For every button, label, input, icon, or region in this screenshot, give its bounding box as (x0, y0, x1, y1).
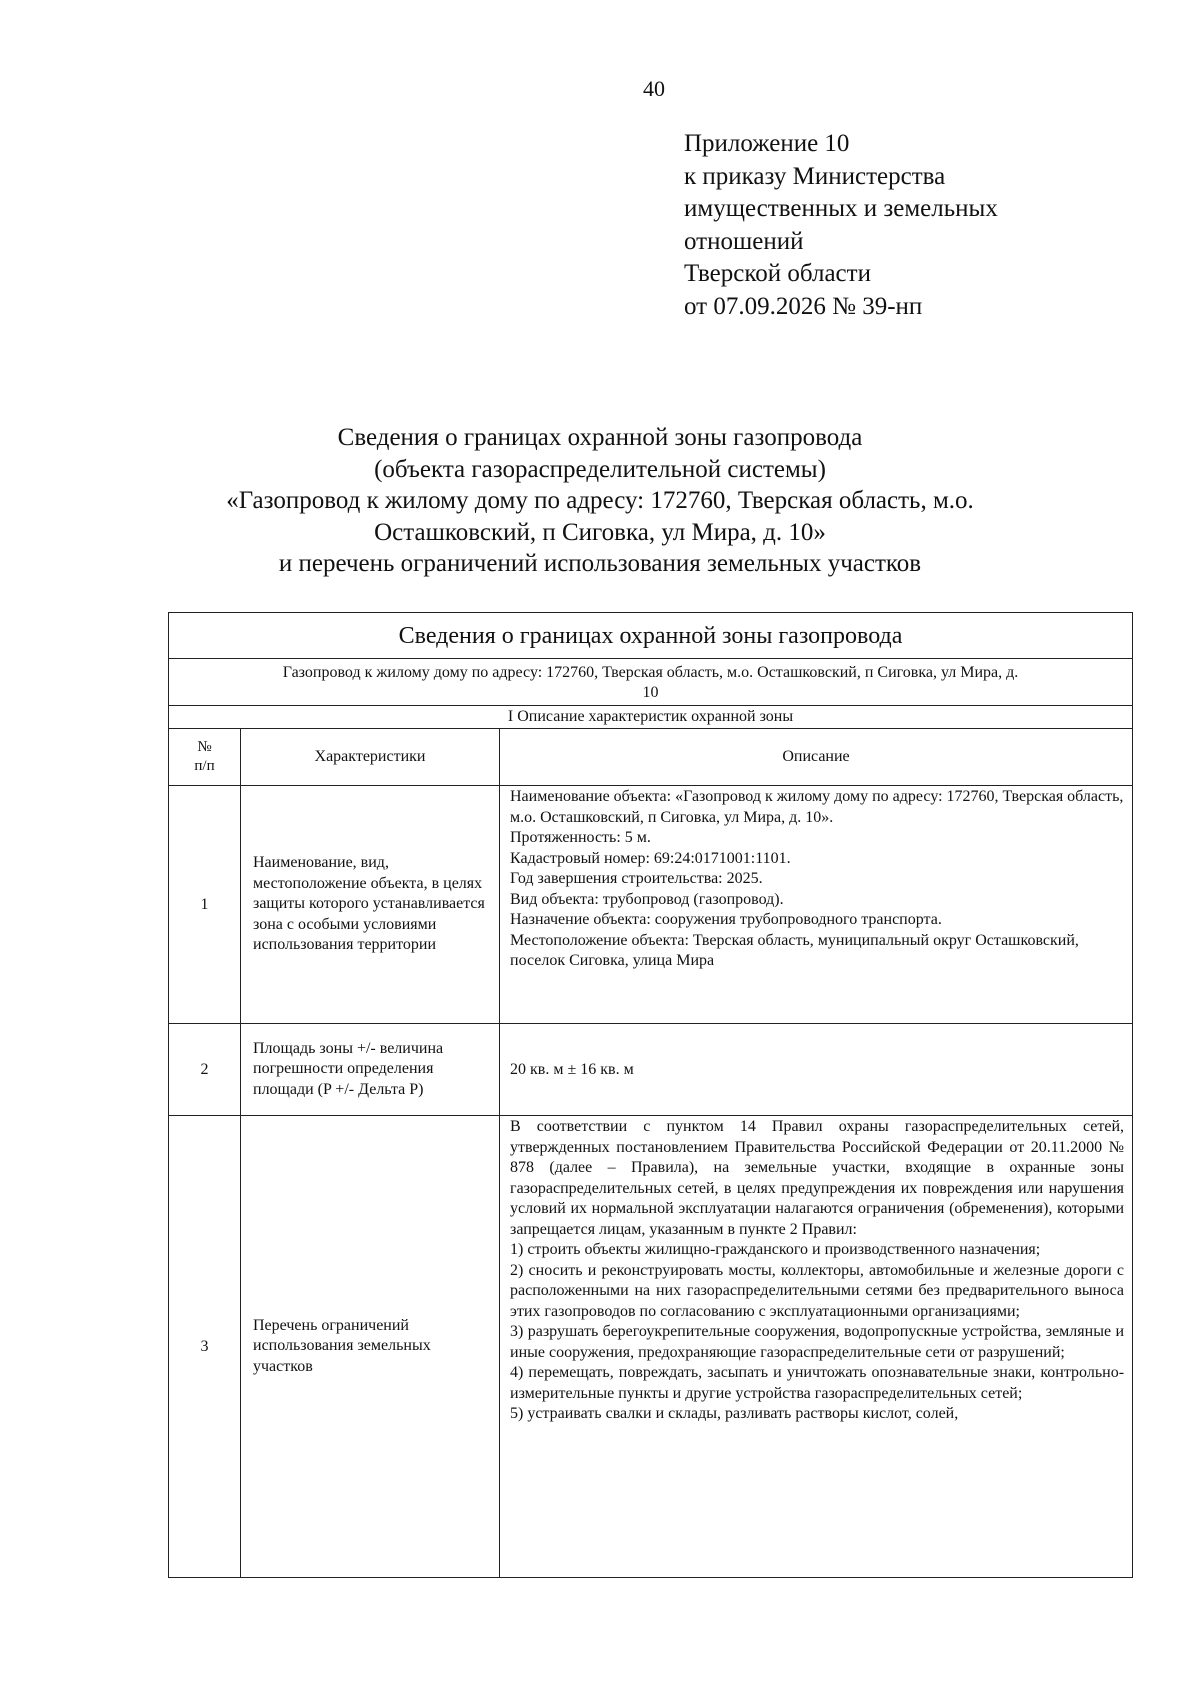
row-characteristic: Площадь зоны +/- величина погрешности определения площади (P +/- Дельта P) (241, 1024, 500, 1116)
title-line: и перечень ограничений использования земельных участков (278, 550, 922, 577)
object-name-line: Газопровод к жилому дому по адресу: 172760, Тверская область, м.о. Осташковский, п Сиговка, ул Мира, д. (282, 664, 1019, 681)
description-paragraph: 4) перемещать, повреждать, засыпать и уничтожать опознавательные знаки, контрольно-измерительные пункты и другие устройства газораспределительных сетей; (510, 1364, 1125, 1402)
description-line: Наименование объекта: «Газопровод к жилому дому по адресу: 172760, Тверская область, м.о. Осташковский, п Сиговка, ул Мира, д. 10». (510, 788, 1124, 826)
appendix-line: отношений (684, 227, 804, 255)
section-heading: I Описание характеристик охранной зоны (169, 706, 1133, 729)
description-paragraph: 3) разрушать берегоукрепительные сооружения, водопропускные устройства, земляные и иные сооружения, предохраняющие газораспределительные сети от разрушений; (510, 1323, 1125, 1361)
table-title: Сведения о границах охранной зоны газопровода (169, 613, 1133, 659)
row-description (500, 786, 1133, 1024)
row-description (500, 1024, 1133, 1116)
appendix-line: Тверской области (684, 260, 871, 287)
title-line: Осташковский, п Сиговка, ул Мира, д. 10» (374, 518, 826, 546)
document-title (0, 422, 1200, 580)
description-line: Год завершения строительства: 2025. (510, 870, 763, 887)
table-row (169, 1116, 1133, 1578)
column-header-characteristics: Характеристики (241, 729, 500, 786)
row-number: 1 (169, 786, 241, 1024)
object-name-line: 10 (642, 684, 659, 701)
row-number: 3 (169, 1116, 241, 1578)
row-description (500, 1116, 1133, 1578)
description-line: Протяженность: 5 м. (510, 829, 651, 846)
description-line: Вид объекта: трубопровод (газопровод). (510, 890, 784, 908)
row-characteristic: Наименование, вид, местоположение объекта, в целях защиты которого устанавливается зона с особыми условиями использования территории (241, 786, 500, 1024)
description-line: Кадастровый номер: 69:24:0171001:1101. (510, 849, 791, 867)
zone-table (168, 612, 1133, 1578)
description-line: 20 кв. м ± 16 кв. м (510, 1060, 634, 1078)
table-row (169, 786, 1133, 1024)
description-line: Местоположение объекта: Тверская область, муниципальный округ Осташковский, поселок Сиговка, улица Мира (510, 931, 1079, 969)
appendix-line: имущественных и земельных (684, 195, 998, 222)
description-paragraph: 2) сносить и реконструировать мосты, коллекторы, автомобильные и железные дороги с расположенными на них газораспределительными сетями без предварительного выноса этих газопроводов по согласованию с эксплуатационными организациями; (510, 1261, 1125, 1320)
object-name-cell (169, 659, 1133, 706)
title-line: «Газопровод к жилому дому по адресу: 172760, Тверская область, м.о. (226, 487, 974, 514)
description-line: Назначение объекта: сооружения трубопроводного транспорта. (510, 911, 942, 928)
row-characteristic: Перечень ограничений использования земельных участков (241, 1116, 500, 1578)
header-number-line: № (197, 739, 212, 755)
page-number: 40 (643, 76, 665, 101)
title-line: Сведения о границах охранной зоны газопровода (337, 424, 863, 451)
appendix-line: Приложение 10 (684, 130, 850, 157)
description-paragraph: В соответствии с пунктом 14 Правил охраны газораспределительных сетей, утвержденных постановлением Правительства Российской Федерации от 20.11.2000 № 878 (далее – Правила), на земельные участки, входящие в охранные зоны газораспределительных сетей, в целях предупреждения их повреждения или нарушения условий их нормальной эксплуатации налагаются ограничения (обременения), которыми запрещается лицам, указанным в пункте 2 Правил: (510, 1118, 1125, 1238)
description-paragraph: 5) устраивать свалки и склады, разливать растворы кислот, солей, (510, 1405, 959, 1422)
header-number-line: п/п (194, 758, 215, 774)
title-line: (объекта газораспределительной системы) (374, 455, 826, 483)
appendix-line: от 07.09.2026 № 39-нп (684, 292, 923, 320)
table-row (169, 1024, 1133, 1116)
description-paragraph: 1) строить объекты жилищно-гражданского и производственного назначения; (510, 1241, 1041, 1258)
appendix-line: к приказу Министерства (684, 162, 946, 190)
row-number: 2 (169, 1024, 241, 1116)
column-header-description: Описание (500, 729, 1133, 786)
appendix-block (684, 128, 998, 323)
column-header-number (169, 729, 241, 786)
